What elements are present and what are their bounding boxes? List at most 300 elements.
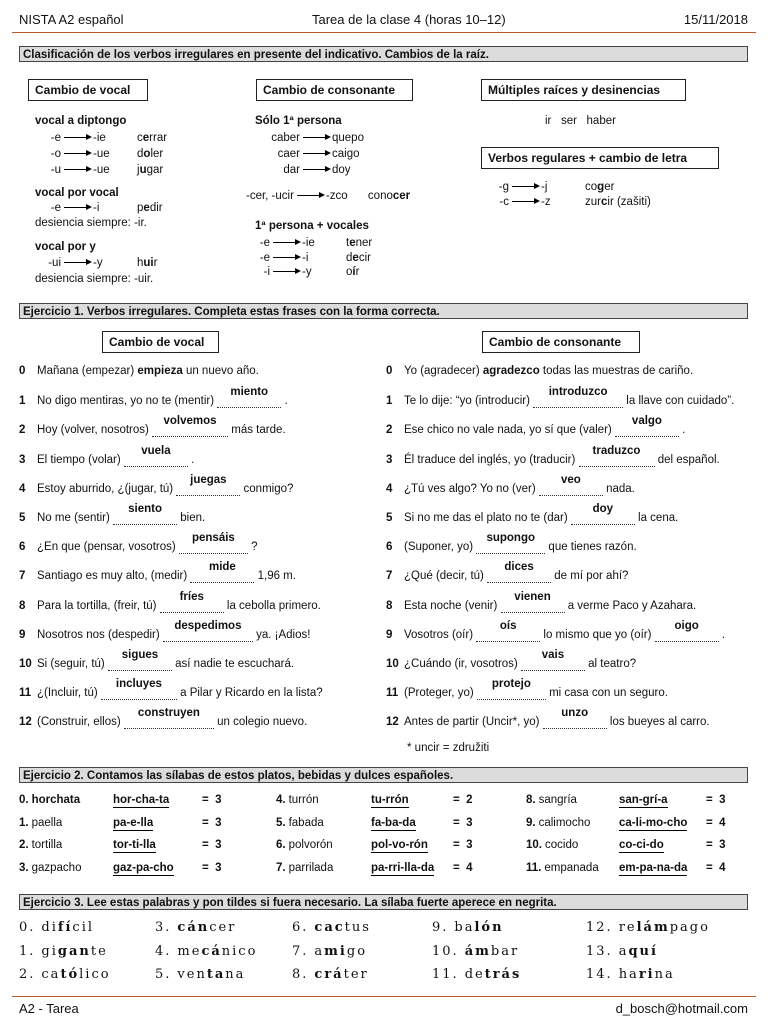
desinencia-ir: desiencia siempre: -ir.: [35, 217, 147, 229]
answer-field[interactable]: [579, 444, 655, 467]
item-end: todas las muestras de cariño.: [539, 365, 694, 377]
item-number: 5.: [276, 816, 286, 829]
item-prompt: Santiago es muy alto, (medir): [37, 570, 191, 583]
item-number: 2.: [19, 967, 36, 982]
box-regulares: Verbos regulares + cambio de letra: [481, 147, 719, 169]
exercise1-consonante-item: [386, 561, 629, 583]
diptongo-row: [35, 147, 163, 161]
to-ending: -i: [93, 202, 100, 214]
syllable-split: [371, 861, 434, 876]
item-end: .: [718, 628, 726, 641]
answer-field[interactable]: [190, 561, 254, 583]
header-date: 15/11/2018: [683, 12, 748, 27]
answer-text: veo: [560, 473, 581, 486]
syllable-count: = 4: [706, 816, 726, 829]
verb-pre: d: [346, 252, 353, 264]
syllable: go: [346, 943, 368, 959]
item-number: 1.: [19, 816, 29, 829]
syllable-split: [619, 838, 664, 853]
answer-field[interactable]: [655, 619, 719, 642]
answer-text: supongo: [486, 532, 535, 545]
syllable-item: [276, 793, 319, 807]
item-number: 3.: [155, 920, 172, 935]
arrow-icon: [64, 153, 90, 154]
syllables: fa-ba-da: [371, 816, 416, 829]
verb-post: r: [355, 266, 360, 278]
footer-rule: [12, 996, 756, 997]
syllable-split: [371, 838, 428, 853]
item-number: 10.: [432, 943, 459, 959]
item-number: 6.: [292, 920, 309, 935]
answer-text: doy: [592, 503, 614, 515]
item-end: ya. ¡Adios!: [252, 628, 311, 641]
answer-text: dices: [504, 561, 534, 574]
vocal-row: [35, 201, 163, 215]
box-ex1-vocal: Cambio de vocal: [102, 331, 219, 353]
item-end: la cena.: [634, 512, 679, 524]
item-number: 10.: [526, 839, 542, 851]
syllable: na: [225, 967, 246, 982]
section1-title: Clasificación de los verbos irregulares en presente del indicativo. Cambios de la raíz.: [19, 46, 748, 62]
item-prompt: Yo (agradecer): [404, 365, 483, 377]
item-number: 8.: [292, 967, 309, 982]
syllable-count: = 3: [453, 816, 473, 829]
exercise1-vocal-item: [19, 532, 258, 554]
item-number: 12.: [586, 920, 613, 935]
item-number: 6: [19, 541, 26, 554]
answer-field[interactable]: [615, 415, 679, 437]
to-ending: -zco: [325, 190, 348, 202]
box-cambio-vocal: Cambio de vocal: [28, 79, 148, 101]
diptongo-row: [35, 131, 167, 145]
item-number: 2.: [19, 839, 29, 851]
stressed-syllable: cac: [314, 920, 345, 935]
exercise1-consonante-item: [386, 590, 697, 613]
answer-field[interactable]: [179, 532, 248, 554]
to-ending: -ie: [302, 237, 315, 249]
answer-field[interactable]: [521, 649, 585, 671]
item-number: 5: [386, 512, 393, 524]
item-number: 9.: [432, 920, 449, 935]
item-prompt: Mañana (empezar): [37, 365, 138, 377]
to-ending: caigo: [332, 148, 360, 160]
item-end: lo mismo que yo (oír): [540, 628, 655, 641]
answer-text: vuela: [141, 444, 171, 457]
verb-pre: cono: [367, 190, 393, 202]
answer-field[interactable]: [476, 532, 545, 554]
verb-pre: o: [346, 266, 353, 278]
answer-text: volvemos: [163, 415, 217, 428]
to-ending: doy: [332, 164, 351, 176]
item-number: 0: [19, 365, 26, 377]
item-number: 7: [19, 570, 26, 583]
syllable-item: [526, 793, 577, 807]
syllable-item: [526, 861, 599, 875]
stressed-syllable: crá: [314, 967, 344, 982]
verb-pre: zur: [585, 196, 601, 208]
verb-post: er: [604, 181, 615, 193]
accent-word: [292, 944, 367, 959]
answer-text: siento: [128, 503, 162, 515]
answer-field[interactable]: [217, 386, 281, 408]
item-end: más tarde.: [228, 424, 286, 437]
syllable-count: = 3: [453, 839, 473, 851]
syllable-item: [526, 816, 590, 830]
answer-field[interactable]: [571, 503, 635, 525]
answer-text: vienen: [514, 590, 551, 603]
answer-field[interactable]: [476, 619, 540, 642]
item-number: 0.: [19, 794, 29, 806]
item-number: 9: [386, 628, 393, 641]
exercise1-consonante-item: [386, 473, 635, 496]
syllable: lico: [79, 967, 111, 982]
item-end: así nadie te escuchará.: [171, 658, 295, 670]
item-number: 6.: [276, 839, 286, 851]
syllable: a: [314, 943, 325, 959]
answer-text: unzo: [561, 707, 589, 720]
answer-text: traduzco: [592, 444, 641, 457]
answer-text: introduzco: [548, 386, 608, 399]
answer-field[interactable]: [160, 590, 224, 613]
header-left: NISTA A2 español: [19, 12, 124, 27]
syllable: ha: [618, 967, 639, 982]
answer-field[interactable]: [501, 590, 565, 613]
answer-text: valgo: [631, 415, 662, 428]
arrow-icon: [273, 271, 299, 272]
syllable-item: [19, 838, 62, 852]
primera-vocales-label: 1ª persona + vocales: [255, 220, 369, 232]
item-end: conmigo?: [240, 482, 294, 495]
item-end: a Pilar y Ricardo en la lista?: [176, 687, 323, 700]
from-ending: -c: [499, 196, 509, 208]
answer-field[interactable]: [176, 473, 240, 496]
solo-row: [252, 147, 372, 161]
dish-name: polvorón: [288, 839, 333, 851]
syllables: co-ci-do: [619, 839, 664, 851]
exercise1-vocal-item: [19, 415, 286, 437]
section4-title: Ejercicio 3. Lee estas palabras y pon tildes si fuera necesario. La sílaba fuerte aperece en negrita.: [19, 894, 748, 910]
from-ending: -u: [50, 164, 61, 176]
dish-name: tortilla: [31, 839, 63, 851]
accent-word: [586, 920, 710, 935]
answer-field[interactable]: [124, 444, 188, 467]
syllable: gi: [41, 943, 58, 959]
item-number: 7.: [292, 943, 309, 959]
syllable: me: [177, 943, 202, 959]
verb-post: gar: [146, 164, 164, 176]
syllable-item: [276, 816, 324, 830]
item-number: 1: [19, 395, 26, 408]
verb-stem: c: [600, 196, 608, 208]
answer-text: despedimos: [174, 619, 242, 632]
syllable-count: = 4: [453, 861, 473, 874]
exercise1-vocal-item: [19, 473, 294, 496]
answer-field[interactable]: [124, 707, 214, 729]
verb-stem: cer: [392, 190, 411, 202]
arrow-icon: [64, 137, 90, 138]
from-ending: caer: [277, 148, 300, 160]
exercise1-consonante-item: [386, 444, 720, 467]
header-rule: [12, 32, 756, 33]
to-ending: -ie: [93, 132, 106, 144]
stressed-syllable: tó: [60, 967, 80, 982]
item-number: 4.: [155, 943, 172, 959]
item-end: un nuevo año.: [182, 365, 259, 377]
exercise1-consonante-item: [386, 619, 726, 642]
desinencia-uir: desiencia siempre: -uir.: [35, 273, 154, 285]
item-end: de mí por ahí?: [551, 570, 629, 583]
accent-word: [155, 967, 245, 982]
verb-pre: d: [137, 148, 144, 160]
syllable-split: [619, 793, 668, 808]
item-prompt: ¿Cuándo (ir, vosotros): [404, 658, 521, 670]
item-number: 4: [386, 482, 393, 495]
accent-word: [155, 944, 257, 959]
vocales-row: [252, 265, 359, 279]
item-number: 14.: [586, 967, 613, 982]
item-number: 0: [386, 365, 393, 377]
syllables: tor-ti-lla: [113, 839, 156, 851]
item-number: 10: [19, 658, 32, 670]
answer-field[interactable]: [533, 386, 623, 408]
item-number: 4: [19, 482, 26, 495]
syllable: ter: [343, 967, 369, 982]
syllables: tu-rrón: [371, 794, 409, 806]
answer-field[interactable]: [113, 503, 177, 525]
syllable-item: [19, 793, 80, 807]
answer-field[interactable]: [487, 561, 551, 583]
verb-stem: e: [142, 132, 150, 144]
stressed-syllable: quí: [628, 943, 658, 959]
dish-name: turrón: [288, 794, 319, 806]
header-center: Tarea de la clase 4 (horas 10–12): [312, 12, 506, 27]
from-ending: -cer, -ucir: [246, 190, 294, 202]
stressed-syllable: mi: [324, 943, 347, 959]
stressed-syllable: lám: [636, 920, 670, 935]
answer-field[interactable]: [163, 619, 253, 642]
accent-word: [586, 967, 675, 982]
exercise1-vocal-item: [19, 444, 195, 467]
stressed-syllable: trás: [484, 967, 522, 982]
item-prompt: No me (sentir): [37, 512, 114, 524]
accent-word: [155, 920, 236, 935]
item-end: un colegio nuevo.: [213, 716, 308, 729]
from-ending: -i: [263, 266, 270, 278]
answer-text: miento: [230, 386, 269, 399]
item-number: 7: [386, 570, 393, 583]
item-prompt: ¿(Incluir, tú): [37, 687, 101, 700]
answer-text: incluyes: [115, 678, 162, 691]
item-number: 8.: [526, 794, 536, 806]
item-prompt: Esta noche (venir): [404, 599, 501, 612]
item-prompt: ¿En que (pensar, vosotros): [37, 541, 179, 554]
verb-pre: p: [137, 202, 144, 214]
item-number: 12: [386, 716, 399, 729]
exercise1-vocal-item: [19, 590, 321, 613]
item-number: 5: [19, 512, 26, 524]
verb-pre: j: [137, 164, 140, 176]
syllables: san-grí-a: [619, 794, 668, 806]
item-prompt: Hoy (volver, nosotros): [37, 424, 153, 437]
box-ex1-consonante: Cambio de consonante: [482, 331, 640, 353]
verb-pre: t: [346, 237, 350, 249]
to-ending: quepo: [332, 132, 364, 144]
box-cambio-consonante: Cambio de consonante: [256, 79, 413, 101]
item-prompt: Te lo dije: “yo (introducir): [404, 395, 534, 408]
syllable-count: = 3: [202, 794, 222, 806]
arrow-icon: [303, 137, 329, 138]
stressed-syllable: cá: [201, 943, 222, 959]
example-answer: agradezco: [482, 365, 540, 377]
item-number: 6: [386, 541, 393, 554]
item-prompt: Él traduce del inglés, yo (traducir): [404, 453, 579, 466]
arrow-icon: [273, 257, 299, 258]
item-end: al teatro?: [584, 658, 637, 670]
answer-text: mide: [208, 561, 236, 574]
item-number: 9.: [526, 816, 536, 829]
answer-text: protejo: [491, 678, 531, 691]
item-number: 11.: [432, 967, 459, 982]
item-number: 9: [19, 628, 26, 641]
footer-left: A2 - Tarea: [19, 1001, 79, 1016]
accent-word: [19, 920, 94, 935]
syllable-split: [113, 793, 169, 808]
to-ending: -ue: [93, 164, 110, 176]
verb-pre: h: [137, 257, 144, 269]
stressed-syllable: ta: [206, 967, 226, 982]
to-ending: -y: [302, 266, 312, 278]
syllable-item: [276, 838, 333, 852]
accent-word: [432, 967, 521, 982]
answer-text: sigues: [121, 649, 159, 661]
item-end: .: [678, 424, 686, 437]
item-end: nada.: [602, 482, 635, 495]
item-prompt: Estoy aburrido, ¿(jugar, tú): [37, 482, 177, 495]
answer-field[interactable]: [477, 678, 546, 700]
verb-stem: u: [139, 164, 147, 176]
regular-row: [495, 195, 651, 209]
verb-post: ler: [150, 148, 164, 160]
syllables: pol-vo-rón: [371, 839, 428, 851]
answer-field[interactable]: [543, 707, 607, 729]
stressed-syllable: lón: [474, 920, 504, 935]
exercise1-vocal-item: [19, 678, 323, 700]
item-number: 13.: [586, 943, 613, 959]
exercise1-consonante-item: [386, 649, 637, 671]
diptongo-row: [35, 163, 163, 177]
uncir-note: * uncir = združiti: [407, 742, 490, 754]
verb-post: r: [153, 257, 158, 269]
syllable-count: = 3: [202, 839, 222, 851]
stressed-syllable: ám: [464, 943, 491, 959]
syllable-split: [113, 838, 156, 853]
syllable: cil: [72, 920, 95, 935]
answer-text: construyen: [137, 707, 200, 720]
exercise1-vocal-item: [19, 649, 295, 671]
item-number: 10: [386, 658, 399, 670]
verb-pre: co: [585, 181, 598, 193]
syllable: re: [618, 920, 637, 935]
item-number: 3: [19, 453, 26, 466]
item-number: 7.: [276, 861, 286, 874]
item-number: 1.: [19, 943, 36, 959]
syllable-count: = 3: [202, 816, 222, 829]
arrow-icon: [512, 201, 538, 202]
item-end: los bueyes al carro.: [606, 716, 710, 729]
arrow-icon: [273, 242, 299, 243]
exercise1-consonante-item: [386, 364, 693, 378]
item-prompt: Si no me das el plato no te (dar): [404, 512, 571, 524]
item-number: 8: [386, 599, 393, 612]
answer-field[interactable]: [108, 649, 172, 671]
vocal-por-vocal-label: vocal por vocal: [35, 187, 119, 199]
diptongo-label: vocal a diptongo: [35, 115, 127, 127]
syllable: na: [654, 967, 675, 982]
item-prompt: El tiempo (volar): [37, 453, 124, 466]
exercise1-vocal-item: [19, 386, 288, 408]
section2-title: Ejercicio 1. Verbos irregulares. Completa estas frases con la forma correcta.: [19, 303, 748, 319]
item-prompt: Si (seguir, tú): [37, 658, 108, 670]
syllable-split: [619, 816, 687, 831]
from-ending: dar: [283, 164, 300, 176]
item-end: a verme Paco y Azahara.: [564, 599, 697, 612]
syllable-item: [276, 861, 333, 875]
from-ending: -e: [50, 202, 61, 214]
accent-word: [432, 920, 504, 935]
syllables: gaz-pa-cho: [113, 861, 174, 874]
exercise1-consonante-item: [386, 678, 668, 700]
answer-field[interactable]: [152, 415, 228, 437]
answer-field[interactable]: [539, 473, 603, 496]
item-prompt: Para la tortilla, (freir, tú): [37, 599, 160, 612]
item-number: 3.: [19, 861, 29, 874]
exercise1-consonante-item: [386, 532, 637, 554]
verb-stem: e: [143, 202, 150, 214]
stressed-syllable: cán: [177, 920, 210, 935]
item-number: 4.: [276, 794, 286, 806]
vocales-row: [252, 251, 371, 265]
answer-text: fríes: [179, 590, 204, 603]
accent-word: [432, 944, 519, 959]
item-end: 1,96 m.: [254, 570, 296, 583]
item-number: 11: [386, 687, 399, 700]
accent-word: [586, 944, 658, 959]
syllable-split: [113, 816, 153, 831]
answer-field[interactable]: [101, 678, 177, 700]
item-prompt: Nosotros nos (despedir): [37, 628, 163, 641]
item-prompt: ¿Tú ves algo? Yo no (ver): [404, 482, 539, 495]
accent-word: [292, 920, 371, 935]
solo-row: [252, 163, 372, 177]
from-ending: -ui: [48, 257, 61, 269]
verb-post: ir (zašiti): [607, 196, 651, 208]
dish-name: cocido: [545, 839, 579, 851]
arrow-icon: [64, 207, 90, 208]
syllable: cer: [209, 920, 237, 935]
arrow-icon: [512, 186, 538, 187]
syllable-split: [371, 793, 409, 808]
syllable: pago: [669, 920, 710, 935]
dish-name: calimocho: [538, 816, 591, 829]
item-prompt: (Suponer, yo): [404, 541, 477, 554]
item-prompt: ¿Qué (decir, tú): [404, 570, 488, 583]
section3-title: Ejercicio 2. Contamos las sílabas de estos platos, bebidas y dulces españoles.: [19, 767, 748, 783]
solo-row: [252, 131, 372, 145]
dish-name: paella: [31, 816, 63, 829]
exercise1-vocal-item: [19, 364, 259, 378]
accent-word: [292, 967, 369, 982]
item-number: 8: [19, 599, 26, 612]
